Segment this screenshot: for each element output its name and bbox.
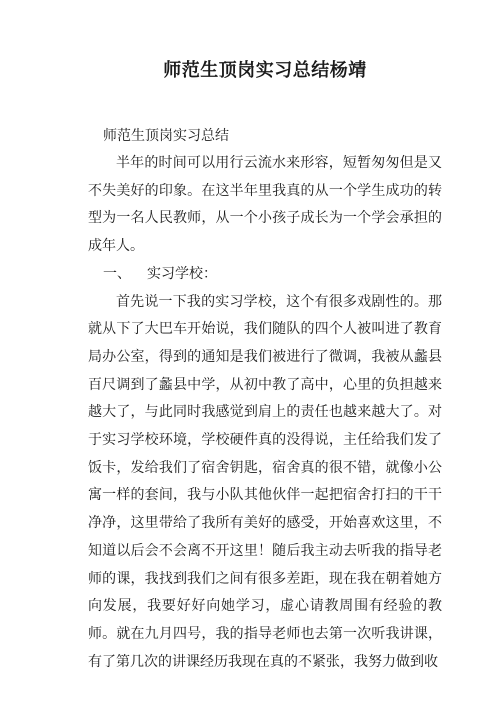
section-paragraph: 首先说一下我的实习学校，这个有很多戏剧性的。那就从下了大巴车开始说，我们随队的四个人被叫进了教育局办公室，得到的通知是我们被进行了微调，我被从蠡县百尺调到了蠡县中学，从初中教了高中，心里的负担越来越大了，与此同时我感觉到肩上的责任也越来越大了。对于实习学校环境，学校硬件真的没得说，主任给我们发了饭卡，发给我们了宿舍钥匙，宿舍真的很不错，就像小公寓一样的套间，我与小队其他伙伴一起把宿舍打扫的干干净净，这里带给了我所有美好的感受，开始喜欢这里，不知道以后会不会离不开这里！随后我主动去听我的指导老师的课，我找到我们之间有很多差距，现在我在朝着她方向发展，我要好好向她学习，虚心请教周围有经验的教师。就在九月四号，我的指导老师也去第一次听我讲课，有了第几次的讲课经历我现在真的不紧张，我努力做到收 bbox=[88, 293, 442, 670]
intro-paragraph: 半年的时间可以用行云流水来形容，短暂匆匆但是又不失美好的印象。在这半年里我真的从一个学生成功的转型为一名人民教师，从一个小孩子成长为一个学会承担的成年人。 bbox=[88, 155, 442, 255]
document-subtitle: 师范生顶岗实习总结 bbox=[103, 128, 229, 144]
section-number: 一、 bbox=[103, 265, 131, 282]
section-title: 实习学校： bbox=[147, 265, 217, 282]
document-title: 师范生顶岗实习总结杨靖 bbox=[163, 60, 367, 81]
section-heading bbox=[88, 261, 442, 289]
